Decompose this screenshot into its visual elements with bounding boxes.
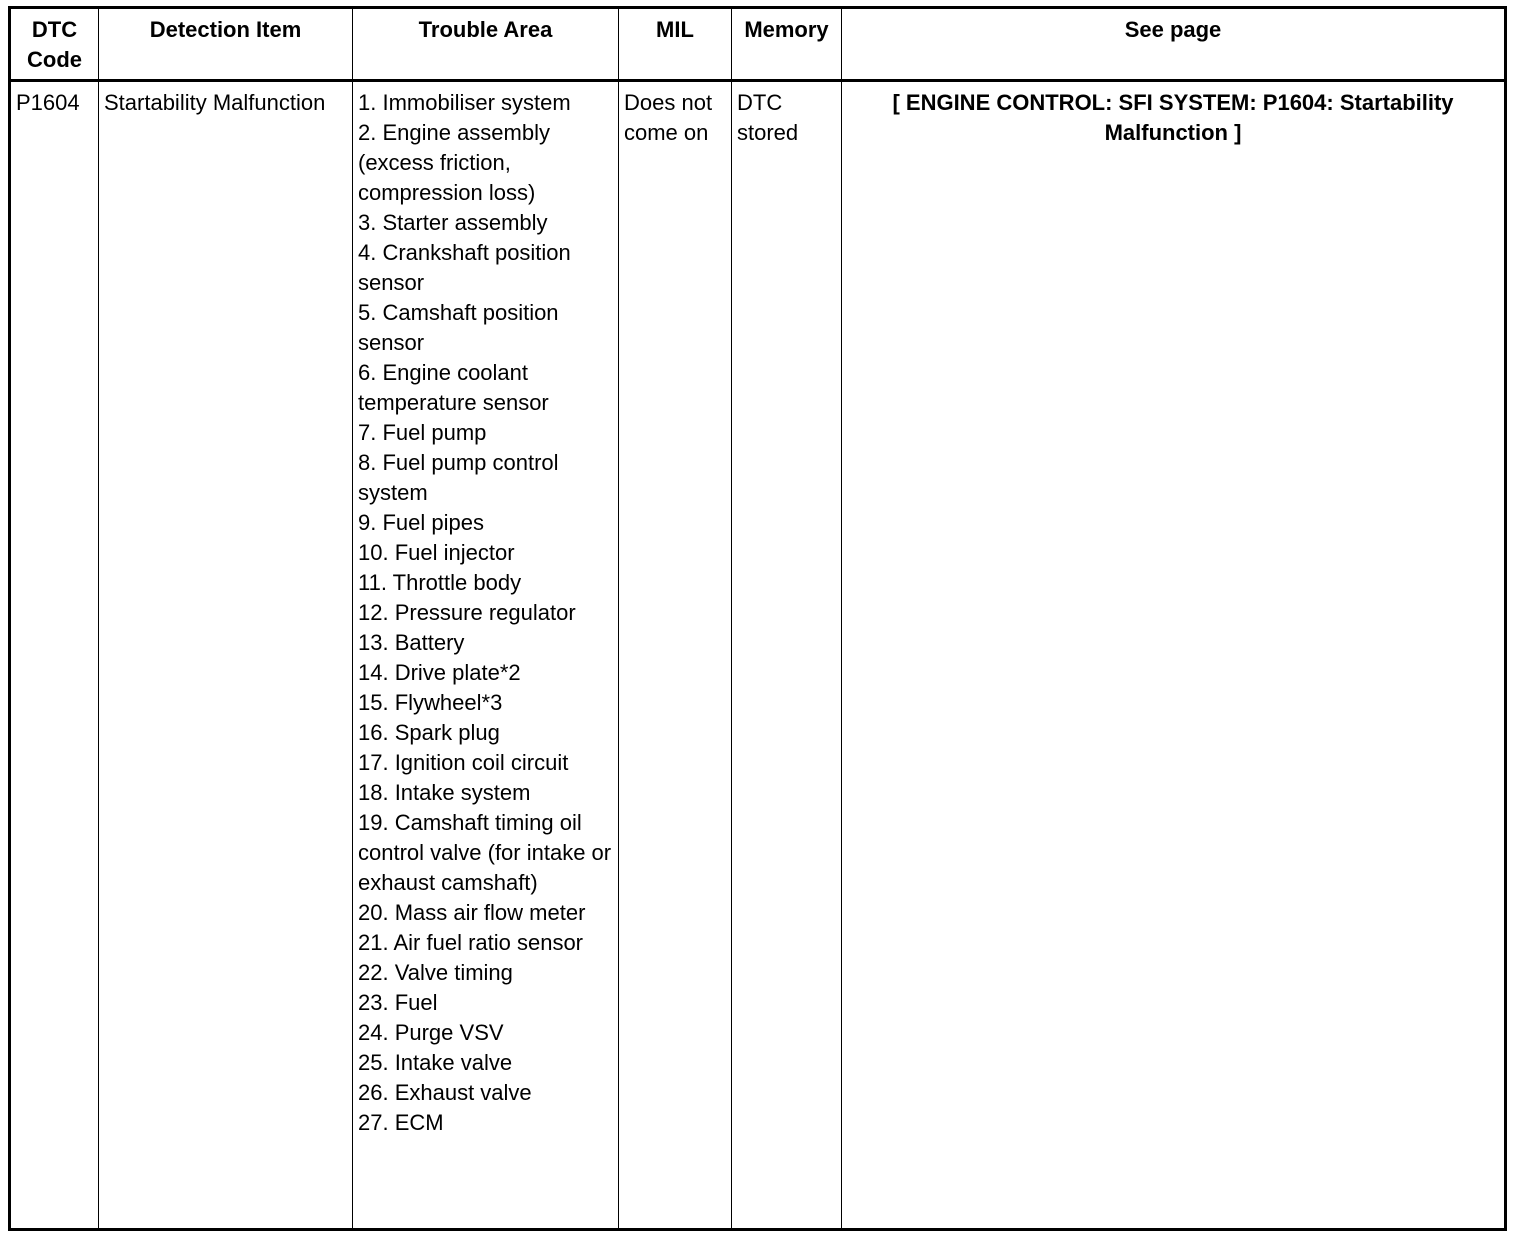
list-item: 1. Immobiliser system xyxy=(358,90,571,115)
header-row xyxy=(10,8,1506,81)
cell-dtc-code: P1604 xyxy=(10,81,99,1230)
list-item: 7. Fuel pump xyxy=(358,420,487,445)
header-see-page: See page xyxy=(842,8,1506,81)
list-item: 2. Engine assembly (excess friction, compression loss) xyxy=(358,120,550,205)
list-item: 23. Fuel xyxy=(358,990,438,1015)
list-item: 3. Starter assembly xyxy=(358,210,548,235)
list-item: 6. Engine coolant temperature sensor xyxy=(358,360,549,415)
table-row xyxy=(10,81,1506,1230)
list-item: 18. Intake system xyxy=(358,780,531,805)
list-item: 22. Valve timing xyxy=(358,960,513,985)
list-item: 19. Camshaft timing oil control valve (for intake or exhaust camshaft) xyxy=(358,810,612,895)
header-detection-item: Detection Item xyxy=(99,8,353,81)
list-item: 21. Air fuel ratio sensor xyxy=(358,930,584,955)
list-item: 14. Drive plate*2 xyxy=(358,660,521,685)
list-item: 25. Intake valve xyxy=(358,1050,513,1075)
list-item: 24. Purge VSV xyxy=(358,1020,504,1045)
list-item: 12. Pressure regulator xyxy=(358,600,576,625)
header-mil: MIL xyxy=(619,8,732,81)
list-item: 11. Throttle body xyxy=(358,570,522,595)
cell-trouble-area xyxy=(353,81,619,1230)
list-item: 27. ECM xyxy=(358,1110,444,1135)
see-page-link[interactable]: [ ENGINE CONTROL: SFI SYSTEM: P1604: Startability Malfunction ] xyxy=(842,81,1506,1230)
list-item: 17. Ignition coil circuit xyxy=(358,750,569,775)
cell-mil: Does not come on xyxy=(619,81,732,1230)
header-trouble-area: Trouble Area xyxy=(353,8,619,81)
list-item: 5. Camshaft position sensor xyxy=(358,300,559,355)
list-item: 15. Flywheel*3 xyxy=(358,690,503,715)
list-item: 10. Fuel injector xyxy=(358,540,515,565)
list-item: 13. Battery xyxy=(358,630,465,655)
cell-memory: DTC stored xyxy=(732,81,842,1230)
cell-detection-item: Startability Malfunction xyxy=(99,81,353,1230)
list-item: 9. Fuel pipes xyxy=(358,510,484,535)
list-item: 26. Exhaust valve xyxy=(358,1080,532,1105)
dtc-table xyxy=(8,6,1507,1231)
list-item: 4. Crankshaft position sensor xyxy=(358,240,571,295)
trouble-area-list xyxy=(358,88,613,1138)
list-item: 16. Spark plug xyxy=(358,720,500,745)
header-memory: Memory xyxy=(732,8,842,81)
header-dtc-code: DTC Code xyxy=(10,8,99,81)
list-item: 8. Fuel pump control system xyxy=(358,450,559,505)
list-item: 20. Mass air flow meter xyxy=(358,900,586,925)
